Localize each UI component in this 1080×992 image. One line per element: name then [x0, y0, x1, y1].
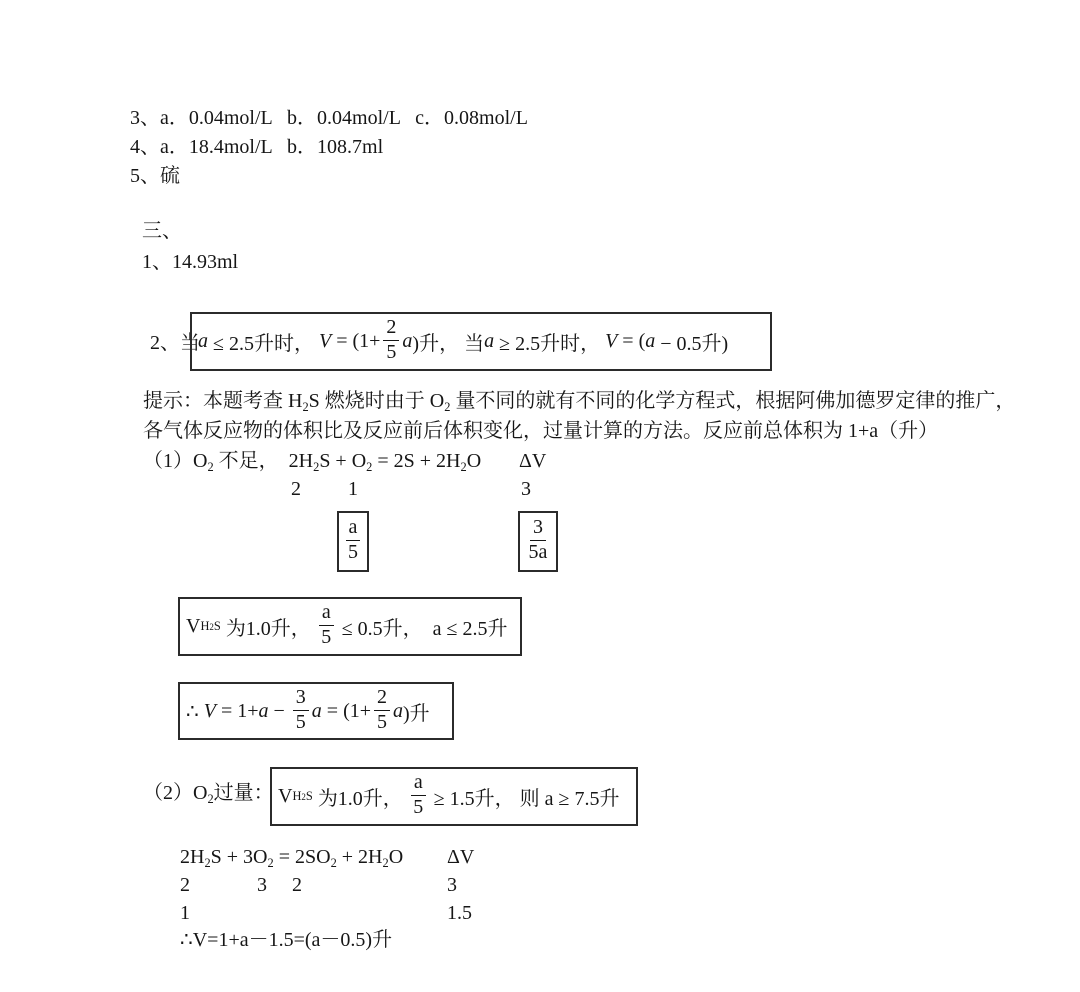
step1-condition-box	[178, 597, 522, 656]
step2-row1-coeff-2: 3	[257, 874, 267, 896]
formula-run: ≥ 1.5升， 则 a ≥ 7.5升	[428, 788, 620, 810]
formula-run: 2	[460, 459, 467, 474]
formula-run: O	[388, 846, 404, 868]
formula-run: O	[466, 450, 482, 472]
step1-volume-result-box	[178, 682, 454, 740]
formula-run: V	[318, 330, 332, 352]
formula-run: ≥ 2.5升时，	[494, 333, 606, 355]
fraction: $\frac{a}{5}$	[411, 772, 426, 818]
formula-run: 2	[302, 399, 309, 414]
formula-run: V	[186, 615, 201, 637]
step1-delta-v-label: ΔV	[519, 450, 547, 472]
answer-item-1: 1、14.93ml	[142, 251, 239, 273]
formula-run: 2	[330, 855, 337, 870]
formula-run: S 燃烧时由于 O	[308, 390, 445, 412]
answer-item-2-formula-box	[190, 312, 772, 371]
step2-row1-dv: 3	[447, 874, 457, 896]
formula-run: 过量：	[213, 782, 274, 804]
fraction: $\frac{2}{5}$	[383, 317, 399, 363]
step1-coeff-o2: 1	[348, 478, 358, 500]
formula-run: S + O	[319, 450, 367, 472]
fraction: $\frac{2}{5}$	[374, 687, 390, 733]
formula-run: 2	[444, 399, 451, 414]
answer-line-3: 3、a．0.04mol/L b．0.04mol/L c．0.08mol/L	[130, 107, 528, 129]
answer-item-2-prefix: 2、当	[150, 332, 200, 354]
step2-row2-dv: 1.5	[447, 902, 472, 924]
formula-run: a	[402, 330, 413, 352]
step1-dv-fraction-box	[518, 511, 558, 572]
step2-equation	[180, 845, 403, 871]
formula-run: 2	[313, 459, 320, 474]
formula-run: 为1.0升，	[312, 788, 408, 810]
formula-run: + 2H	[336, 846, 383, 868]
formula-run: S + 3O	[210, 846, 268, 868]
formula-run: a	[258, 699, 269, 722]
step2-final-line: ∴V=1+a－1.5=(a－0.5)升	[180, 929, 393, 951]
step1-label-equation	[143, 449, 481, 475]
step2-row1-coeff-3: 2	[292, 874, 302, 896]
formula-run: 2H	[180, 846, 205, 868]
formula-run: 2	[207, 459, 214, 474]
step2-delta-v-label: ΔV	[447, 846, 475, 868]
formula-run: （2）O	[143, 782, 208, 804]
formula-run: )升	[403, 702, 430, 725]
formula-run: 为1.0升，	[220, 618, 316, 640]
section-heading: 三、	[142, 220, 182, 242]
formula-run: S	[213, 619, 221, 633]
formula-run: V	[278, 785, 293, 807]
formula-run: = (1+	[331, 330, 381, 352]
formula-run: H	[200, 619, 210, 633]
step2-row2-coeff-1: 1	[180, 902, 190, 924]
step2-condition-box	[270, 767, 638, 826]
step2-row1-coeff-1: 2	[180, 874, 190, 896]
fraction: $\frac{a}{5}$	[346, 517, 361, 563]
formula-run: a	[645, 330, 656, 352]
formula-run: = 2S + 2H	[372, 450, 461, 472]
step1-coeff-h2s: 2	[291, 478, 301, 500]
formula-run: − 0.5升)	[655, 333, 729, 355]
formula-run: 2	[366, 459, 373, 474]
formula-run: = 2SO	[273, 846, 331, 868]
formula-run: 提示：本题考查 H	[143, 390, 303, 412]
formula-run: a	[198, 330, 208, 352]
formula-run: = 1+	[215, 699, 259, 722]
formula-run: V	[605, 330, 618, 352]
fraction: $\frac{a}{5}$	[319, 602, 334, 648]
step2-label	[143, 781, 274, 807]
hint-line-1	[143, 389, 1015, 415]
formula-run: 2	[207, 791, 214, 806]
formula-run: 量不同的就有不同的化学方程式，根据阿佛加德罗定律的推广，	[450, 390, 1016, 412]
formula-run: )升， 当	[412, 333, 485, 355]
formula-run: = (1+	[321, 699, 372, 722]
formula-run: 2	[301, 791, 306, 802]
formula-run: ≤ 2.5升时，	[208, 333, 319, 355]
fraction: $\frac{3}{5}$	[293, 687, 309, 733]
step1-coeff-dv: 3	[521, 478, 531, 500]
formula-run: S	[305, 789, 313, 803]
answer-line-5: 5、硫	[130, 165, 180, 187]
hint-line-2: 各气体反应物的体积比及反应前后体积变化，过量计算的方法。反应前总体积为 1+a（升）	[143, 420, 939, 442]
formula-run: 2	[267, 855, 274, 870]
formula-run: ≤ 0.5升， a ≤ 2.5升	[336, 618, 508, 640]
formula-run: 2	[204, 855, 211, 870]
formula-run: −	[268, 699, 290, 722]
formula-run: （1）O	[143, 450, 208, 472]
formula-run: a	[311, 699, 322, 722]
formula-run: H	[292, 789, 302, 803]
formula-run: a	[393, 699, 404, 722]
formula-run: = (	[617, 330, 646, 352]
formula-run: V	[203, 699, 216, 722]
formula-run: 2	[382, 855, 389, 870]
formula-run: ∴	[186, 700, 204, 723]
formula-run: 不足， 2H	[213, 450, 314, 472]
fraction: $\frac{3}{5a}$	[528, 516, 548, 563]
answer-line-4: 4、a．18.4mol/L b．108.7ml	[130, 136, 384, 158]
formula-run: a	[484, 330, 495, 352]
formula-run: 2	[209, 621, 214, 632]
step1-o2-fraction-box	[337, 511, 369, 572]
